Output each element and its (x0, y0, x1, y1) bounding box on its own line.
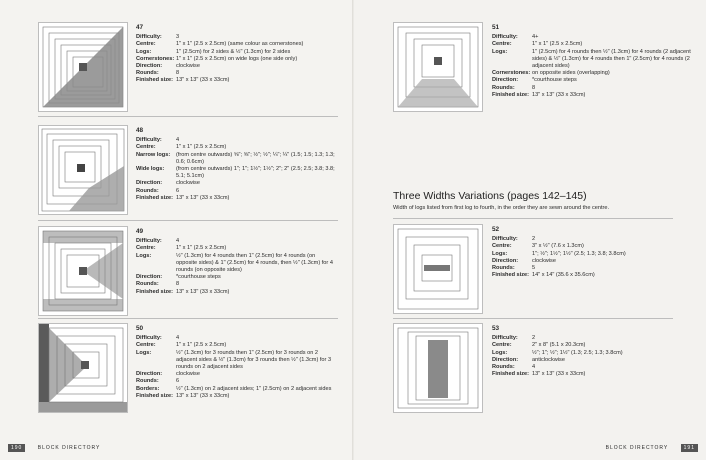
spec-value: 1" x 1" (2.5 x 2.5cm) (532, 41, 583, 48)
block-number: 53 (492, 325, 500, 332)
spec-label: Direction: (136, 63, 163, 70)
spec-value: 8 (532, 84, 536, 91)
block-49-image (38, 226, 128, 316)
spec-label: Difficulty: (492, 335, 518, 342)
spec-row (492, 371, 692, 378)
block-53-info (492, 325, 692, 378)
block-49-info (136, 228, 336, 296)
spec-label: Finished size: (492, 272, 529, 279)
spec-value: anticlockwise (532, 356, 565, 363)
spec-label: Finished size: (492, 371, 529, 378)
spec-label: Borders: (136, 385, 160, 392)
spec-label: Finished size: (136, 392, 173, 399)
spec-row (136, 56, 336, 63)
spec-value: 6 (176, 187, 180, 194)
spec-value: 8 (176, 70, 180, 77)
block-50-info (136, 325, 336, 400)
spec-value: 3" x ½" (7.6 x 1.3cm) (532, 243, 584, 250)
spec-row (136, 70, 336, 77)
page-number: 191 (681, 444, 698, 452)
spec-label: Cornerstones: (136, 55, 175, 62)
section-subtitle: Width of logs listed from first log to fourth, in the order they are sewn around the centre. (393, 205, 610, 211)
spec-label: Difficulty: (136, 137, 162, 144)
spec-label: Direction: (492, 257, 519, 264)
spec-value: 4 (176, 137, 180, 144)
block-51-info (492, 24, 692, 99)
spec-value: (from centre outwards) 1"; 1"; 1½"; 1½"; 2"; 2" (2.5; 2.5; 3.8; 3.8; 5.1; 5.1cm) (176, 166, 335, 180)
spec-value: 6 (176, 378, 180, 385)
spec-row (136, 188, 336, 195)
spec-row (136, 34, 336, 41)
spec-value: *courthouse steps (532, 77, 577, 84)
spec-label: Centre: (136, 342, 156, 349)
spec-row (492, 258, 692, 265)
block-48-image (38, 125, 128, 215)
spec-row (136, 393, 336, 400)
spec-label: Rounds: (492, 265, 515, 272)
log-cabin-48-icon (39, 126, 127, 214)
spec-value: ½"; 1"; ½"; 1½" (1.3; 2.5; 1.3; 3.8cm) (532, 349, 623, 356)
spec-value: 5 (532, 265, 536, 272)
spec-label: Difficulty: (136, 335, 162, 342)
spec-row (136, 274, 336, 281)
spec-value: 2" x 8" (5.1 x 20.3cm) (532, 342, 586, 349)
spec-value: 4 (176, 335, 180, 342)
spec-label: Cornerstones: (492, 70, 531, 77)
spec-row (136, 152, 336, 166)
spec-value: on opposite sides (overlapping) (532, 70, 610, 77)
footer-label: BLOCK DIRECTORY (37, 445, 101, 451)
block-47-image (38, 22, 128, 112)
spec-value: 13" x 13" (33 x 33cm) (176, 194, 230, 201)
spec-row (492, 335, 692, 342)
spec-value: 1" x 1" (2.5 x 2.5cm) (same colour as cornerstones) (176, 41, 304, 48)
spec-value: 1" x 1" (2.5 x 2.5cm) (176, 342, 227, 349)
spec-value: 8 (176, 281, 180, 288)
spec-value: clockwise (532, 257, 556, 264)
spec-label: Centre: (492, 342, 512, 349)
spec-row (136, 49, 336, 56)
spec-value: ½" (1.3cm) for 3 rounds then 1" (2.5cm) for 3 rounds on 2 adjacent sides & ½" (1.3cm) for 3 rounds then ½" (1.3cm) for 3 rounds on 2 adjacent sides (176, 349, 332, 371)
spec-row (136, 166, 336, 180)
block-50-image (38, 323, 128, 413)
spec-label: Difficulty: (136, 34, 162, 41)
spec-value: ½" (1.3cm) on 2 adjacent sides; 1" (2.5cm) on 2 adjacent sides (176, 385, 332, 392)
spec-row (136, 238, 336, 245)
spec-row (492, 342, 692, 349)
block-47-info (136, 24, 336, 85)
block-number: 47 (136, 24, 144, 31)
block-number: 51 (492, 24, 500, 31)
spec-row (492, 236, 692, 243)
spec-value: clockwise (176, 180, 200, 187)
divider (393, 318, 673, 319)
spec-row (492, 77, 692, 84)
block-51-image (393, 22, 483, 112)
spec-row (136, 195, 336, 202)
spec-label: Difficulty: (492, 236, 518, 243)
spec-row (136, 180, 336, 187)
log-cabin-47-icon (39, 23, 127, 111)
spec-value: 13" x 13" (33 x 33cm) (176, 392, 230, 399)
spec-row (136, 253, 336, 275)
spec-label: Direction: (136, 371, 163, 378)
spec-label: Logs: (492, 48, 508, 55)
spine-gutter (352, 0, 354, 460)
spec-label: Centre: (492, 243, 512, 250)
spec-value: 1" x 1" (2.5 x 2.5cm) (176, 144, 227, 151)
spec-label: Wide logs: (136, 166, 165, 173)
spec-row (136, 289, 336, 296)
spec-value: 1" (2.5cm) for 4 rounds then ½" (1.3cm) for 4 rounds (2 adjacent sides) & ½" (1.3cm) for 4 rounds then 1" (2.5cm) for 4 rounds (2 adjacent sides) (532, 48, 691, 70)
spec-label: Direction: (492, 356, 519, 363)
spec-label: Centre: (492, 41, 512, 48)
log-cabin-53-icon (394, 324, 482, 412)
spec-row (136, 63, 336, 70)
spec-row (492, 251, 692, 258)
spec-value: 14" x 14" (35.6 x 35.6cm) (532, 272, 595, 279)
spec-label: Direction: (136, 180, 163, 187)
spec-label: Rounds: (136, 187, 159, 194)
spec-label: Rounds: (492, 364, 515, 371)
spec-row (492, 34, 692, 41)
spec-row (136, 378, 336, 385)
spec-label: Centre: (136, 41, 156, 48)
left-footer (8, 444, 100, 452)
spec-row (136, 335, 336, 342)
block-number: 48 (136, 127, 144, 134)
right-footer (606, 444, 698, 452)
spec-label: Rounds: (136, 378, 159, 385)
spec-row (136, 371, 336, 378)
spec-row (136, 342, 336, 349)
block-52-image (393, 224, 483, 314)
spec-label: Difficulty: (492, 34, 518, 41)
spec-value: 4 (532, 364, 536, 371)
spec-label: Direction: (136, 274, 163, 281)
spec-label: Finished size: (136, 77, 173, 84)
spec-value: 3 (176, 34, 180, 41)
spec-label: Difficulty: (136, 238, 162, 245)
spec-row (492, 243, 692, 250)
log-cabin-52-icon (394, 225, 482, 313)
spec-row (136, 281, 336, 288)
spec-label: Centre: (136, 245, 156, 252)
spec-label: Narrow logs: (136, 151, 171, 158)
divider (38, 116, 338, 117)
spec-value: clockwise (176, 63, 200, 70)
spec-label: Logs: (136, 252, 152, 259)
spec-value: 13" x 13" (33 x 33cm) (532, 371, 586, 378)
spec-label: Finished size: (136, 288, 173, 295)
spec-label: Rounds: (492, 84, 515, 91)
spec-label: Centre: (136, 144, 156, 151)
block-48-info (136, 127, 336, 202)
spec-row (492, 49, 692, 71)
footer-label: BLOCK DIRECTORY (605, 445, 669, 451)
spec-label: Direction: (492, 77, 519, 84)
spec-label: Finished size: (136, 194, 173, 201)
spec-value: 2 (532, 236, 536, 243)
spec-row (492, 350, 692, 357)
spec-row (136, 77, 336, 84)
spec-label: Finished size: (492, 91, 529, 98)
spec-value: 1" (2.5cm) for 2 sides & ½" (1.3cm) for 2 sides (176, 48, 291, 55)
spec-row (136, 245, 336, 252)
spec-row (492, 85, 692, 92)
spec-row (136, 144, 336, 151)
spec-value: *courthouse steps (176, 274, 221, 281)
spec-row (136, 137, 336, 144)
spec-row (492, 70, 692, 77)
divider (38, 318, 338, 319)
spec-value: clockwise (176, 371, 200, 378)
spec-row (492, 364, 692, 371)
spec-row (492, 357, 692, 364)
spec-value: 13" x 13" (33 x 33cm) (176, 77, 230, 84)
spec-row (492, 272, 692, 279)
spec-row (136, 386, 336, 393)
spec-label: Logs: (492, 349, 508, 356)
divider (393, 218, 673, 219)
spec-value: 2 (532, 335, 536, 342)
spec-value: 13" x 13" (33 x 33cm) (176, 288, 230, 295)
block-53-image (393, 323, 483, 413)
spec-value: 1" x 1" (2.5 x 2.5cm) on wide logs (one side only) (176, 55, 298, 62)
log-cabin-50-icon (39, 324, 127, 412)
log-cabin-51-icon (394, 23, 482, 111)
spec-value: 13" x 13" (33 x 33cm) (532, 91, 586, 98)
spec-label: Rounds: (136, 70, 159, 77)
block-number: 52 (492, 226, 500, 233)
spec-value: 1"; ½"; 1½"; 1½" (2.5; 1.3; 3.8; 3.8cm) (532, 250, 626, 257)
page-number: 190 (8, 444, 25, 452)
spec-row (136, 350, 336, 372)
spec-value: (from centre outwards) ⅝"; ⅝"; ½"; ½"; ¼"; ¼" (1.5; 1.5; 1.3; 1.3; 0.6; 0.6cm) (176, 151, 335, 165)
spec-value: ½" (1.3cm) for 4 rounds then 1" (2.5cm) for 4 rounds (on opposite sides) & 1" (2.5cm) for 4 rounds, then ½" (1.3cm) for 4 rounds (on opposite sides) (176, 252, 333, 274)
spec-value: 1" x 1" (2.5 x 2.5cm) (176, 245, 227, 252)
section-heading: Three Widths Variations (pages 142–145) (393, 190, 587, 202)
block-number: 49 (136, 228, 144, 235)
spec-row (136, 41, 336, 48)
spec-value: 4+ (532, 34, 539, 41)
log-cabin-49-icon (39, 227, 127, 315)
spec-label: Logs: (136, 48, 152, 55)
block-52-info (492, 226, 692, 279)
spec-row (492, 265, 692, 272)
spec-row (492, 41, 692, 48)
spec-label: Rounds: (136, 281, 159, 288)
spec-value: 4 (176, 238, 180, 245)
block-number: 50 (136, 325, 144, 332)
spec-label: Logs: (492, 250, 508, 257)
divider (38, 220, 338, 221)
spec-row (492, 92, 692, 99)
spec-label: Logs: (136, 349, 152, 356)
